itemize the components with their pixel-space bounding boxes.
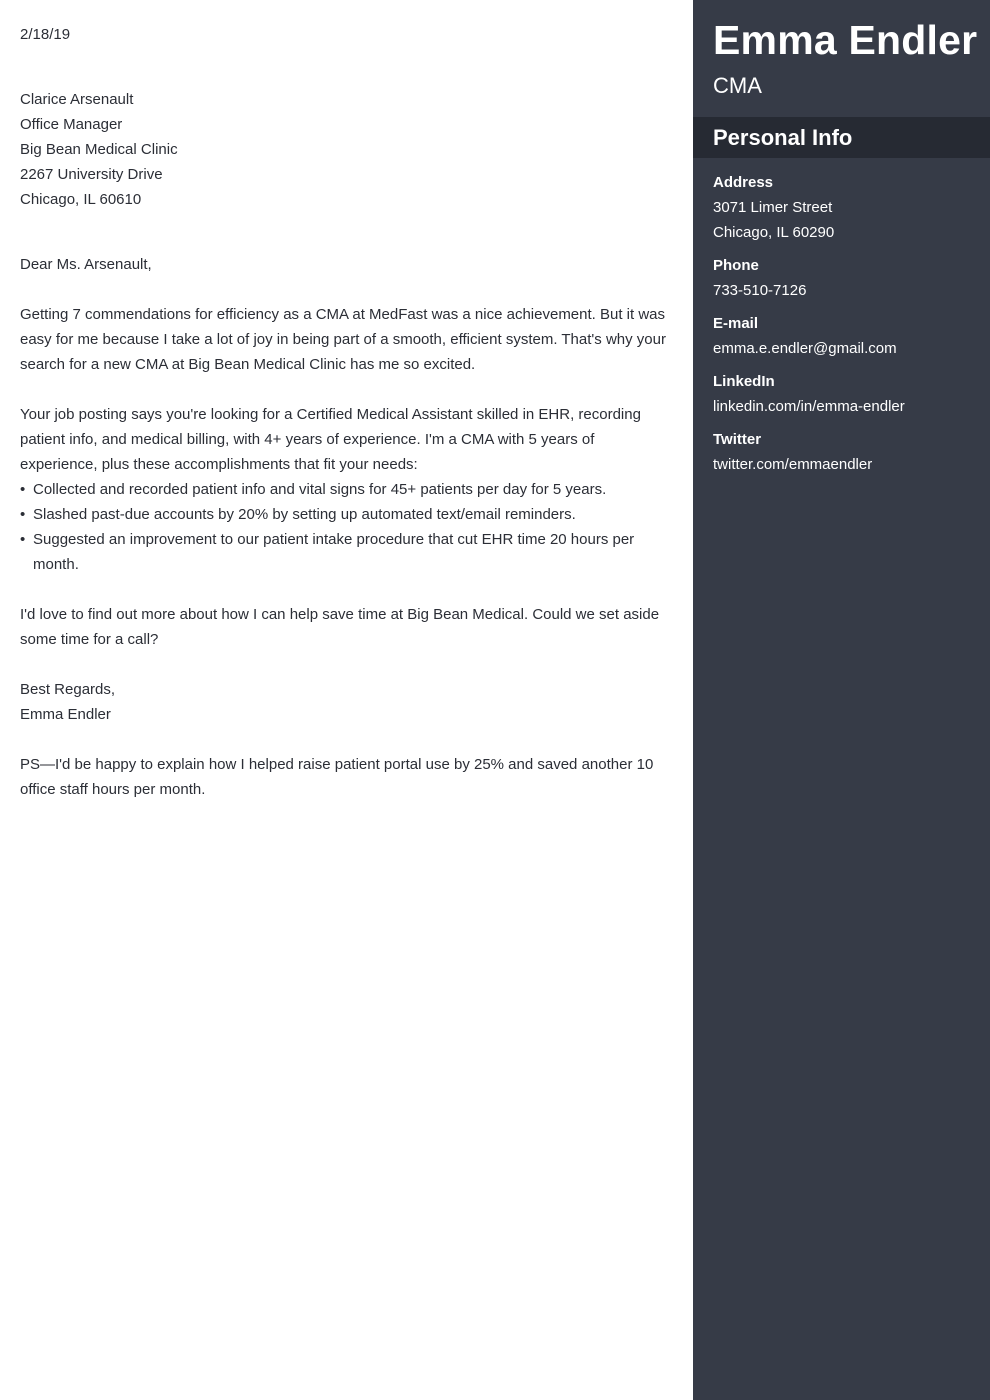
twitter-label: Twitter (713, 431, 762, 448)
address-line-1: 3071 Limer Street (713, 199, 833, 216)
bullet-icon: • (20, 531, 26, 548)
applicant-title: CMA (713, 73, 762, 98)
bullet-icon: • (20, 481, 26, 498)
recipient-title: Office Manager (20, 116, 123, 133)
signature: Emma Endler (20, 706, 111, 723)
sidebar (693, 0, 990, 1400)
paragraph-intro: Getting 7 commendations for efficiency as a CMA at MedFast was a nice achievement. But it was easy for me because I take a lot of joy in being part of a smooth, efficient system. That's why your search for a new CMA at Big Bean Medical Clinic has me so excited. (20, 306, 666, 373)
address-group (713, 170, 970, 245)
closing: Best Regards, (20, 681, 116, 698)
email-label: E-mail (713, 315, 759, 332)
paragraph-qualifications (20, 402, 671, 577)
email-value: emma.e.endler@gmail.com (713, 340, 897, 357)
bullet-text: Slashed past-due accounts by 20% by setting up automated text/email reminders. (33, 506, 576, 523)
email-group (713, 311, 970, 361)
personal-info (693, 158, 990, 477)
twitter-value: twitter.com/emmaendler (713, 456, 873, 473)
list-item (20, 527, 671, 577)
qualifications-text: Your job posting says you're looking for a Certified Medical Assistant skilled in EHR, recording patient info, and medical billing, with 4+ years of experience. I'm a CMA with 5 years of experience, plus these accomplishments that fit your needs: (20, 406, 641, 473)
bullet-icon: • (20, 506, 26, 523)
applicant-name: Emma Endler (713, 17, 978, 63)
section-heading-personal-info: Personal Info (693, 117, 990, 158)
address-line-2: Chicago, IL 60290 (713, 224, 835, 241)
address-label: Address (713, 174, 774, 191)
postscript: PS—I'd be happy to explain how I helped raise patient portal use by 25% and saved another 10 office staff hours per month. (20, 756, 654, 798)
twitter-group (713, 427, 970, 477)
recipient-company: Big Bean Medical Clinic (20, 141, 178, 158)
accomplishments-list (20, 477, 671, 577)
recipient-block (20, 87, 671, 212)
linkedin-value: linkedin.com/in/emma-endler (713, 398, 905, 415)
linkedin-group (713, 369, 970, 419)
bullet-text: Collected and recorded patient info and vital signs for 45+ patients per day for 5 years. (33, 481, 607, 498)
letter-date: 2/18/19 (20, 26, 71, 43)
salutation: Dear Ms. Arsenault, (20, 256, 152, 273)
bullet-text: Suggested an improvement to our patient intake procedure that cut EHR time 20 hours per month. (33, 531, 635, 573)
list-item (20, 477, 671, 502)
paragraph-call-to-action: I'd love to find out more about how I can help save time at Big Bean Medical. Could we set aside some time for a call? (20, 606, 660, 648)
signoff-block (20, 677, 671, 727)
phone-group (713, 253, 970, 303)
phone-label: Phone (713, 257, 759, 274)
linkedin-label: LinkedIn (713, 373, 775, 390)
recipient-name: Clarice Arsenault (20, 91, 134, 108)
phone-value: 733-510-7126 (713, 282, 807, 299)
list-item (20, 502, 671, 527)
recipient-street: 2267 University Drive (20, 166, 163, 183)
recipient-city: Chicago, IL 60610 (20, 191, 142, 208)
